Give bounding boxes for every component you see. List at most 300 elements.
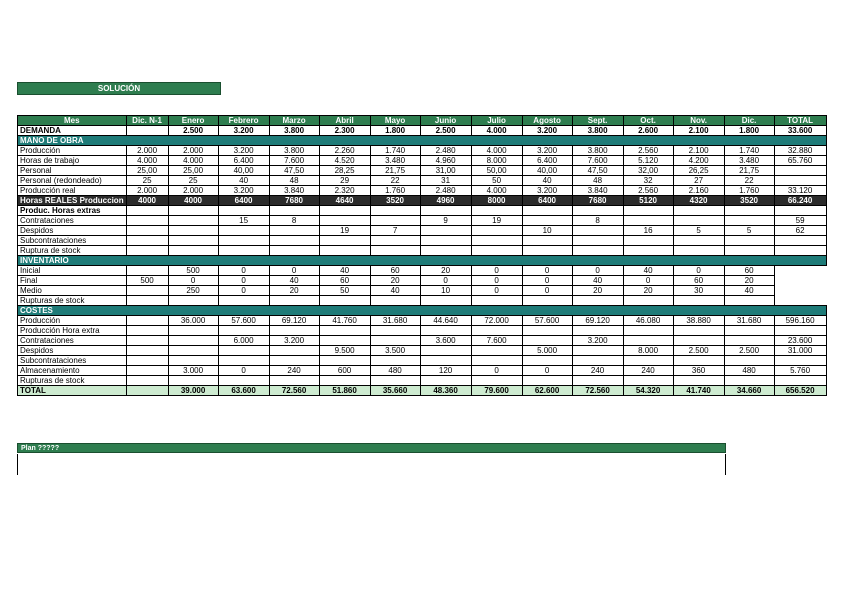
table-cell: 0 <box>471 286 522 296</box>
table-cell: 0 <box>471 366 522 376</box>
table-cell <box>673 326 724 336</box>
table-cell <box>471 346 522 356</box>
table-cell: 0 <box>218 286 269 296</box>
table-cell <box>168 376 218 386</box>
table-cell: 65.760 <box>774 156 826 166</box>
table-cell <box>168 336 218 346</box>
table-cell: 20 <box>724 276 774 286</box>
column-header: Febrero <box>218 116 269 126</box>
table-cell <box>126 376 168 386</box>
table-row <box>18 246 827 256</box>
table-cell <box>471 206 522 216</box>
table-cell: 21,75 <box>370 166 420 176</box>
table-cell <box>269 236 319 246</box>
column-header: Oct. <box>623 116 673 126</box>
column-header: Enero <box>168 116 218 126</box>
table-cell: 50 <box>319 286 370 296</box>
table-cell: 4.200 <box>673 156 724 166</box>
table-cell: 2.160 <box>673 186 724 196</box>
table-cell <box>319 296 370 306</box>
table-cell <box>218 246 269 256</box>
table-cell <box>319 376 370 386</box>
table-cell <box>522 246 572 256</box>
table-cell: 480 <box>370 366 420 376</box>
table-cell <box>168 326 218 336</box>
table-row <box>18 186 827 196</box>
table-cell: 60 <box>673 276 724 286</box>
table-row <box>18 316 827 326</box>
table-cell <box>126 206 168 216</box>
table-cell: 32.880 <box>774 146 826 156</box>
table-cell: 3.800 <box>269 126 319 136</box>
table-cell <box>673 236 724 246</box>
table-cell: 0 <box>471 276 522 286</box>
table-cell: 5120 <box>623 196 673 206</box>
table-cell <box>370 326 420 336</box>
table-cell <box>572 346 623 356</box>
table-cell <box>673 246 724 256</box>
row-label: DEMANDA <box>18 126 127 136</box>
table-cell: 23.600 <box>774 336 826 346</box>
table-cell: 22 <box>724 176 774 186</box>
row-label: Personal (redondeado) <box>18 176 127 186</box>
table-cell: 41.760 <box>319 316 370 326</box>
table-cell: 25 <box>126 176 168 186</box>
table-cell: 62 <box>774 226 826 236</box>
table-cell: 1.760 <box>724 186 774 196</box>
table-cell: 48 <box>269 176 319 186</box>
table-cell: 2.300 <box>319 126 370 136</box>
table-cell: 57.600 <box>218 316 269 326</box>
table-cell <box>126 296 168 306</box>
table-cell <box>724 326 774 336</box>
table-cell: 72.000 <box>471 316 522 326</box>
table-cell <box>572 246 623 256</box>
table-cell <box>623 376 673 386</box>
table-cell <box>168 236 218 246</box>
table-cell: 1.740 <box>370 146 420 156</box>
table-cell: 3.200 <box>269 336 319 346</box>
table-cell: 4.000 <box>471 126 522 136</box>
table-cell: 4000 <box>168 196 218 206</box>
table-cell <box>319 246 370 256</box>
table-cell: 40 <box>218 176 269 186</box>
table-cell: 20 <box>623 286 673 296</box>
table-cell: 4.000 <box>168 156 218 166</box>
table-cell <box>572 356 623 366</box>
table-cell: 21,75 <box>724 166 774 176</box>
table-cell: 2.600 <box>623 126 673 136</box>
table-cell: 19 <box>319 226 370 236</box>
row-label: Contrataciones <box>18 336 127 346</box>
table-cell <box>126 266 168 276</box>
row-label: Despidos <box>18 346 127 356</box>
table-cell <box>218 376 269 386</box>
table-cell <box>319 326 370 336</box>
table-cell: 4.960 <box>420 156 471 166</box>
table-cell: 5.760 <box>774 366 826 376</box>
row-label: TOTAL <box>18 386 127 396</box>
table-cell <box>168 296 218 306</box>
row-label: Contrataciones <box>18 216 127 226</box>
table-cell: 3.200 <box>522 146 572 156</box>
table-cell: 4.000 <box>471 186 522 196</box>
table-cell: 31,00 <box>420 166 471 176</box>
table-cell <box>420 206 471 216</box>
table-cell: 38.880 <box>673 316 724 326</box>
table-cell: 31.000 <box>774 346 826 356</box>
table-cell <box>319 236 370 246</box>
table-cell: 40,00 <box>522 166 572 176</box>
column-header: Mayo <box>370 116 420 126</box>
plan-header: Plan ????? <box>17 443 726 453</box>
table-cell: 25 <box>168 176 218 186</box>
table-cell: 7680 <box>269 196 319 206</box>
table-cell <box>522 356 572 366</box>
table-cell <box>774 276 826 286</box>
table-cell <box>522 336 572 346</box>
row-label: Producción <box>18 316 127 326</box>
row-label: Almacenamiento <box>18 366 127 376</box>
table-cell: 79.600 <box>471 386 522 396</box>
row-label: Produc. Horas extras <box>18 206 127 216</box>
table-row <box>18 266 827 276</box>
table-cell <box>218 346 269 356</box>
table-cell: 8 <box>269 216 319 226</box>
table-cell <box>774 236 826 246</box>
table-cell <box>269 326 319 336</box>
table-cell: 40,00 <box>218 166 269 176</box>
row-label: Subcontrataciones <box>18 356 127 366</box>
row-label: Horas REALES Produccion <box>18 196 127 206</box>
table-cell: 10 <box>420 286 471 296</box>
table-cell <box>420 236 471 246</box>
row-label: Subcontrataciones <box>18 236 127 246</box>
table-cell: 7.600 <box>572 156 623 166</box>
row-label: Producción <box>18 146 127 156</box>
table-cell <box>724 356 774 366</box>
table-cell: 7680 <box>572 196 623 206</box>
table-cell: 27 <box>673 176 724 186</box>
table-cell: 60 <box>319 276 370 286</box>
table-cell: 30 <box>673 286 724 296</box>
table-cell <box>724 216 774 226</box>
table-cell: 46.080 <box>623 316 673 326</box>
table-cell <box>471 356 522 366</box>
table-cell: 360 <box>673 366 724 376</box>
table-cell <box>774 206 826 216</box>
table-cell: 0 <box>420 276 471 286</box>
table-cell: 59 <box>774 216 826 226</box>
table-cell: 0 <box>522 286 572 296</box>
table-cell: 3.200 <box>572 336 623 346</box>
table-cell: 60 <box>724 266 774 276</box>
table-cell <box>126 246 168 256</box>
table-row <box>18 166 827 176</box>
table-cell <box>623 206 673 216</box>
table-cell: 240 <box>572 366 623 376</box>
row-label: Ruptura de stock <box>18 246 127 256</box>
table-cell <box>673 216 724 226</box>
table-cell <box>623 326 673 336</box>
table-row <box>18 236 827 246</box>
table-cell <box>370 336 420 346</box>
table-cell: 40 <box>724 286 774 296</box>
table-cell: 48 <box>572 176 623 186</box>
table-row <box>18 156 827 166</box>
table-cell: 66.240 <box>774 196 826 206</box>
table-cell <box>673 356 724 366</box>
column-header: Julio <box>471 116 522 126</box>
table-cell: 19 <box>471 216 522 226</box>
table-cell <box>623 216 673 226</box>
table-cell <box>522 376 572 386</box>
table-cell: 7 <box>370 226 420 236</box>
table-cell: 1.760 <box>370 186 420 196</box>
section-label: MANO DE OBRA <box>18 136 827 146</box>
table-cell <box>370 206 420 216</box>
table-row <box>18 356 827 366</box>
table-cell <box>168 206 218 216</box>
table-cell <box>126 346 168 356</box>
table-cell <box>774 166 826 176</box>
column-header: Nov. <box>673 116 724 126</box>
table-cell <box>522 326 572 336</box>
table-cell <box>218 206 269 216</box>
table-cell: 2.480 <box>420 186 471 196</box>
table-cell <box>471 326 522 336</box>
table-cell: 20 <box>420 266 471 276</box>
table-row <box>18 296 827 306</box>
table-cell <box>218 236 269 246</box>
table-cell <box>370 216 420 226</box>
table-cell <box>370 296 420 306</box>
table-cell <box>269 356 319 366</box>
table-cell <box>168 226 218 236</box>
table-row <box>18 286 827 296</box>
table-cell: 3.200 <box>218 186 269 196</box>
table-cell: 656.520 <box>774 386 826 396</box>
table-cell <box>673 336 724 346</box>
table-cell: 4960 <box>420 196 471 206</box>
table-cell <box>319 336 370 346</box>
table-cell: 5 <box>673 226 724 236</box>
table-cell: 2.320 <box>319 186 370 196</box>
table-cell <box>774 176 826 186</box>
table-cell: 29 <box>319 176 370 186</box>
table-cell: 3.480 <box>370 156 420 166</box>
table-cell: 57.600 <box>522 316 572 326</box>
row-label: Producción Hora extra <box>18 326 127 336</box>
table-cell <box>522 206 572 216</box>
table-cell <box>420 356 471 366</box>
table-cell: 3.800 <box>572 126 623 136</box>
table-cell <box>269 376 319 386</box>
table-cell: 9.500 <box>319 346 370 356</box>
table-cell: 0 <box>673 266 724 276</box>
table-cell <box>774 356 826 366</box>
row-label: Horas de trabajo <box>18 156 127 166</box>
table-row <box>18 366 827 376</box>
table-cell: 0 <box>269 266 319 276</box>
table-cell <box>623 296 673 306</box>
table-row <box>18 216 827 226</box>
table-cell: 31 <box>420 176 471 186</box>
table-cell: 3.840 <box>269 186 319 196</box>
table-cell <box>673 296 724 306</box>
column-header: Sept. <box>572 116 623 126</box>
table-row <box>18 346 827 356</box>
row-label: Inicial <box>18 266 127 276</box>
table-cell <box>269 226 319 236</box>
table-cell: 3.800 <box>572 146 623 156</box>
table-cell: 36.000 <box>168 316 218 326</box>
table-cell: 1.800 <box>724 126 774 136</box>
table-cell: 3.200 <box>218 146 269 156</box>
table-cell <box>673 206 724 216</box>
table-cell: 40 <box>269 276 319 286</box>
table-row <box>18 176 827 186</box>
table-cell: 31.680 <box>370 316 420 326</box>
table-cell: 3.840 <box>572 186 623 196</box>
table-row <box>18 196 827 206</box>
table-cell: 4320 <box>673 196 724 206</box>
table-cell <box>724 246 774 256</box>
table-cell: 0 <box>471 266 522 276</box>
table-cell: 6.400 <box>522 156 572 166</box>
table-cell: 2.000 <box>168 146 218 156</box>
column-header: Junio <box>420 116 471 126</box>
table-cell <box>471 246 522 256</box>
table-cell <box>724 376 774 386</box>
table-cell: 50,00 <box>471 166 522 176</box>
table-row <box>18 376 827 386</box>
table-cell: 240 <box>269 366 319 376</box>
table-cell: 0 <box>522 276 572 286</box>
table-cell <box>126 126 168 136</box>
table-cell <box>774 286 826 296</box>
table-cell: 20 <box>269 286 319 296</box>
table-cell <box>724 296 774 306</box>
table-cell <box>319 356 370 366</box>
table-cell: 5.120 <box>623 156 673 166</box>
table-cell: 32 <box>623 176 673 186</box>
table-cell <box>168 356 218 366</box>
table-cell: 3.600 <box>420 336 471 346</box>
table-cell: 40 <box>623 266 673 276</box>
table-cell: 10 <box>522 226 572 236</box>
table-cell: 0 <box>522 266 572 276</box>
table-cell: 40 <box>370 286 420 296</box>
table-row <box>18 226 827 236</box>
table-cell: 2.500 <box>420 126 471 136</box>
column-header: TOTAL <box>774 116 826 126</box>
table-cell <box>420 326 471 336</box>
table-cell: 2.100 <box>673 126 724 136</box>
table-cell: 2.000 <box>126 146 168 156</box>
table-cell <box>522 236 572 246</box>
table-cell <box>126 326 168 336</box>
table-cell <box>724 336 774 346</box>
production-plan-table <box>17 115 827 396</box>
table-cell <box>724 206 774 216</box>
table-cell: 0 <box>168 276 218 286</box>
table-cell <box>420 226 471 236</box>
table-cell: 32,00 <box>623 166 673 176</box>
table-cell: 6.400 <box>218 156 269 166</box>
table-cell: 40 <box>319 266 370 276</box>
table-cell <box>420 296 471 306</box>
table-cell <box>572 326 623 336</box>
table-cell <box>420 376 471 386</box>
table-cell: 3.480 <box>724 156 774 166</box>
table-cell: 5 <box>724 226 774 236</box>
column-header: Marzo <box>269 116 319 126</box>
table-cell: 2.000 <box>126 186 168 196</box>
table-cell <box>774 326 826 336</box>
table-cell: 7.600 <box>269 156 319 166</box>
table-cell: 33.120 <box>774 186 826 196</box>
table-cell: 2.500 <box>673 346 724 356</box>
table-cell: 6400 <box>218 196 269 206</box>
row-label: Despidos <box>18 226 127 236</box>
table-cell: 8000 <box>471 196 522 206</box>
table-cell: 5.000 <box>522 346 572 356</box>
table-cell <box>126 216 168 226</box>
table-cell <box>218 326 269 336</box>
column-header: Dic. <box>724 116 774 126</box>
table-cell <box>168 216 218 226</box>
table-row <box>18 126 827 136</box>
column-header: Abril <box>319 116 370 126</box>
table-cell: 48.360 <box>420 386 471 396</box>
table-cell: 4.000 <box>471 146 522 156</box>
section-header <box>18 306 827 316</box>
table-cell: 8 <box>572 216 623 226</box>
header-row <box>18 116 827 126</box>
table-cell <box>522 296 572 306</box>
table-cell: 2.560 <box>623 186 673 196</box>
total-row <box>18 386 827 396</box>
table-cell <box>168 246 218 256</box>
table-cell: 69.120 <box>572 316 623 326</box>
table-cell: 0 <box>572 266 623 276</box>
table-row <box>18 336 827 346</box>
table-cell <box>471 376 522 386</box>
table-cell: 20 <box>572 286 623 296</box>
table-cell: 3.000 <box>168 366 218 376</box>
table-cell: 16 <box>623 226 673 236</box>
table-cell: 250 <box>168 286 218 296</box>
table-cell: 31.680 <box>724 316 774 326</box>
table-cell <box>126 356 168 366</box>
table-cell: 35.660 <box>370 386 420 396</box>
table-cell <box>774 296 826 306</box>
table-cell: 0 <box>218 366 269 376</box>
table-cell <box>572 296 623 306</box>
table-row <box>18 146 827 156</box>
table-cell <box>623 246 673 256</box>
table-cell: 3.200 <box>522 126 572 136</box>
row-label: Producción real <box>18 186 127 196</box>
table-cell: 2.480 <box>420 146 471 156</box>
table-row <box>18 206 827 216</box>
table-cell: 39.000 <box>168 386 218 396</box>
section-header <box>18 136 827 146</box>
table-cell: 120 <box>420 366 471 376</box>
table-cell <box>420 246 471 256</box>
table-cell: 40 <box>572 276 623 286</box>
